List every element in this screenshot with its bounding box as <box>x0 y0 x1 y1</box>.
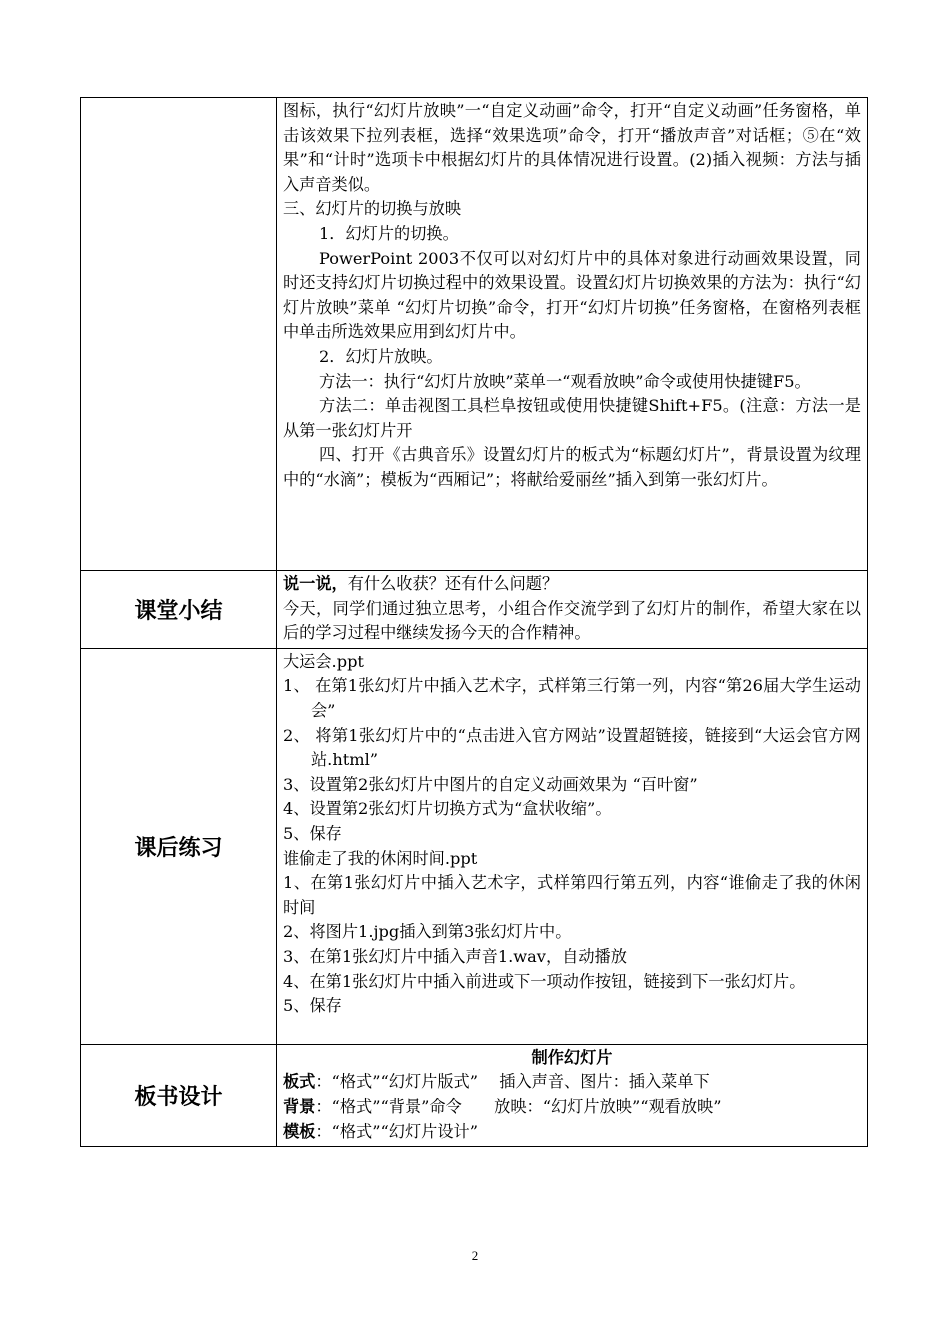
list-item: 4、设置第2张幻灯片切换方式为“盒状收缩”。 <box>283 799 612 819</box>
list-item: 1、在第1张幻灯片中插入艺术字，式样第四行第五列，内容“谁偷走了我的休闲时间 <box>283 873 861 917</box>
list-item: 4、在第1张幻灯片中插入前进或下一项动作按钮，链接到下一张幻灯片。 <box>283 971 806 991</box>
row-label-empty <box>81 98 277 571</box>
paragraph: 方法一：执行“幻灯片放映”菜单一“观看放映”命令或使用快捷键F5。 <box>319 371 811 391</box>
list-item: 2、 将第1张幻灯片中的“点击进入官方网站”设置超链接，链接到“大运会官方网站.html” <box>283 725 861 770</box>
summary-heading: 说一说，有什么收获？还有什么问题？ <box>283 574 559 593</box>
paragraph: 四、打开《古典音乐》设置幻灯片的板式为“标题幻灯片”，背景设置为纹理中的“水滴”；模板为“西厢记”；将献给爱丽丝”插入到第一张幻灯片。 <box>283 445 861 489</box>
paragraph: 方法二：单击视图工具栏阜按钮或使用快捷键Shift+F5。(注意：方法一是从第一张幻灯片开 <box>283 396 861 440</box>
subheading: 1．幻灯片的切换。 <box>319 223 459 243</box>
section-heading: 三、幻灯片的切换与放映 <box>283 199 462 219</box>
list-item: 1、 在第1张幻灯片中插入艺术字，式样第三行第一列，内容“第26届大学生运动会” <box>283 676 861 720</box>
paragraph: 图标，执行“幻灯片放映”一“自定义动画”命令，打开“自定义动画”任务窗格，单击该效果下拉列表框，选择“效果选项”命令，打开“播放声音”对话框；⑤在“效果”和“计时”选项卡中根据幻灯片的具体情况进行设置。(2)插入视频：方法与插入声音类似。 <box>283 101 861 194</box>
teaching-content-cell <box>277 98 868 571</box>
row-label: 课后练习 <box>81 648 277 1044</box>
table-row <box>81 648 868 1044</box>
paragraph: PowerPoint 2003不仅可以对幻灯片中的具体对象进行动画效果设置，同时还支持幻灯片切换过程中的效果设置。设置幻灯片切换效果的方法为：执行“幻灯片放映”菜单 “幻灯片切换”命令，打开“幻灯片切换”任务窗格，在窗格列表框中单击所选效果应用到幻灯片中。 <box>283 248 861 342</box>
summary-body: 今天，同学们通过独立思考，小组合作交流学到了幻灯片的制作，希望大家在以后的学习过程中继续发扬今天的合作精神。 <box>283 598 861 643</box>
list-item: 2、将图片1.jpg插入到第3张幻灯片中。 <box>283 922 572 942</box>
page-number: 2 <box>471 1248 479 1263</box>
row-label: 课堂小结 <box>81 571 277 649</box>
table-row <box>81 571 868 649</box>
list-item: 3、在第1张幻灯片中插入声音1.wav，自动播放 <box>283 946 627 966</box>
board-title: 制作幻灯片 <box>531 1047 613 1067</box>
exercise-cell <box>277 648 868 1044</box>
board-line: 背景：“格式”“背景”命令 放映：“幻灯片放映”“观看放映” <box>283 1096 722 1116</box>
board-line: 板式：“格式”“幻灯片版式” 插入声音、图片：插入菜单下 <box>283 1072 710 1092</box>
row-label: 板书设计 <box>81 1044 277 1146</box>
board-line: 模板：“格式”“幻灯片设计” <box>283 1121 478 1141</box>
list-item: 5、保存 <box>283 996 342 1016</box>
list-item: 5、保存 <box>283 823 342 843</box>
file-name: 大运会.ppt <box>283 651 364 671</box>
table-row <box>81 98 868 571</box>
board-design-cell <box>277 1044 868 1146</box>
subheading: 2．幻灯片放映。 <box>319 346 443 366</box>
list-item: 3、设置第2张幻灯片中图片的自定义动画效果为 “百叶窗” <box>283 774 698 794</box>
file-name: 谁偷走了我的休闲时间.ppt <box>283 848 478 868</box>
lesson-plan-table <box>80 97 868 1147</box>
summary-cell <box>277 571 868 649</box>
table-row <box>81 1044 868 1146</box>
